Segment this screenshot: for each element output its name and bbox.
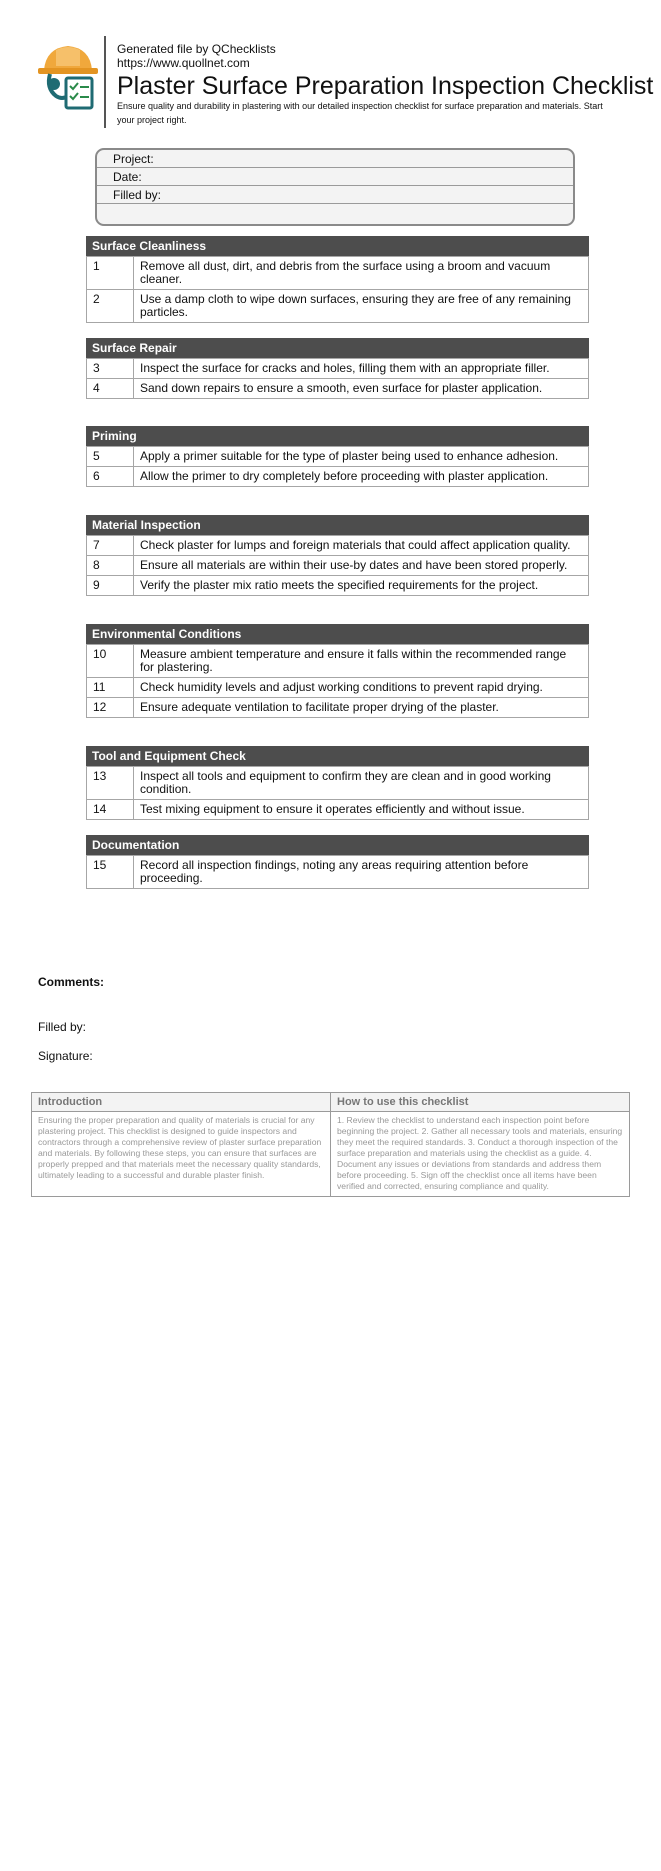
- table-row: [87, 767, 589, 800]
- item-number: 7: [87, 536, 134, 556]
- item-number: 2: [87, 290, 134, 323]
- table-row: [87, 447, 589, 467]
- item-number: 5: [87, 447, 134, 467]
- item-number: 15: [87, 856, 134, 889]
- table-row: [87, 379, 589, 399]
- comments-label: Comments:: [38, 975, 105, 989]
- table-row: [87, 856, 589, 889]
- item-text: Apply a primer suitable for the type of plaster being used to enhance adhesion.: [134, 447, 589, 467]
- table-row: [87, 576, 589, 596]
- item-text: Ensure adequate ventilation to facilitate proper drying of the plaster.: [134, 698, 589, 718]
- item-text: Allow the primer to dry completely before proceeding with plaster application.: [134, 467, 589, 487]
- introduction-heading: Introduction: [32, 1093, 330, 1112]
- item-text: Sand down repairs to ensure a smooth, even surface for plaster application.: [134, 379, 589, 399]
- item-number: 9: [87, 576, 134, 596]
- filled-by-field[interactable]: Filled by:: [97, 186, 573, 204]
- section-documentation: [86, 835, 589, 889]
- item-text: Inspect the surface for cracks and holes, filling them with an appropriate filler.: [134, 359, 589, 379]
- table-row: [87, 257, 589, 290]
- section-environmental-conditions: [86, 624, 589, 718]
- section-material-inspection: [86, 515, 589, 596]
- section-title: Material Inspection: [86, 515, 589, 535]
- hardhat-checklist-logo-icon: [34, 40, 102, 112]
- item-text: Measure ambient temperature and ensure it falls within the recommended range for plastering.: [134, 645, 589, 678]
- item-text: Use a damp cloth to wipe down surfaces, ensuring they are free of any remaining particles.: [134, 290, 589, 323]
- generated-by-text: Generated file by QChecklists: [117, 42, 276, 56]
- item-text: Test mixing equipment to ensure it operates efficiently and without issue.: [134, 800, 589, 820]
- item-number: 4: [87, 379, 134, 399]
- how-to-column: [330, 1093, 629, 1196]
- item-number: 3: [87, 359, 134, 379]
- section-title: Environmental Conditions: [86, 624, 589, 644]
- table-row: [87, 645, 589, 678]
- introduction-text: Ensuring the proper preparation and quality of materials is crucial for any plastering project. This checklist is designed to guide inspectors and contractors through a comprehensive review of plaster surface preparation and materials. By following these steps, you can ensure that surfaces are properly prepped and that materials meet the necessary quality standards, ultimately leading to a successful and durable plaster finish.: [38, 1115, 322, 1180]
- item-number: 10: [87, 645, 134, 678]
- table-row: [87, 800, 589, 820]
- section-surface-repair: [86, 338, 589, 399]
- how-to-heading: How to use this checklist: [331, 1093, 629, 1112]
- project-field[interactable]: Project:: [97, 150, 573, 168]
- introduction-column: [32, 1093, 330, 1196]
- table-row: [87, 698, 589, 718]
- date-field[interactable]: Date:: [97, 168, 573, 186]
- item-number: 8: [87, 556, 134, 576]
- blank-field[interactable]: [97, 204, 573, 222]
- table-row: [87, 359, 589, 379]
- table-row: [87, 290, 589, 323]
- source-url: https://www.quollnet.com: [117, 56, 250, 70]
- section-title: Documentation: [86, 835, 589, 855]
- page-subtitle: Ensure quality and durability in plastering with our detailed inspection checklist for surface preparation and materials. Start your project right.: [117, 101, 603, 125]
- item-text: Remove all dust, dirt, and debris from the surface using a broom and vacuum cleaner.: [134, 257, 589, 290]
- filled-by-label: Filled by:: [38, 1020, 87, 1034]
- item-number: 1: [87, 257, 134, 290]
- section-priming: [86, 426, 589, 487]
- section-title: Tool and Equipment Check: [86, 746, 589, 766]
- item-text: Ensure all materials are within their use-by dates and have been stored properly.: [134, 556, 589, 576]
- header-divider: [104, 36, 106, 128]
- item-number: 14: [87, 800, 134, 820]
- table-row: [87, 678, 589, 698]
- document-header: [34, 36, 654, 130]
- section-title: Surface Cleanliness: [86, 236, 589, 256]
- item-text: Verify the plaster mix ratio meets the specified requirements for the project.: [134, 576, 589, 596]
- table-row: [87, 536, 589, 556]
- item-text: Inspect all tools and equipment to confirm they are clean and in good working condition.: [134, 767, 589, 800]
- item-number: 12: [87, 698, 134, 718]
- table-row: [87, 467, 589, 487]
- item-number: 6: [87, 467, 134, 487]
- table-row: [87, 556, 589, 576]
- item-text: Check humidity levels and adjust working conditions to prevent rapid drying.: [134, 678, 589, 698]
- signature-label: Signature:: [38, 1049, 93, 1063]
- how-to-text: 1. Review the checklist to understand each inspection point before beginning the project. 2. Gather all necessary tools and materials, ensuring they meet the required standards. 3. Conduct a thorough inspection of the surface preparation and materials using the checklist as a guide. 4. Document any issues or deviations from standards and address them before proceeding. 5. Sign off the checklist once all items have been verified and corrected, ensuring compliance and quality.: [337, 1115, 623, 1191]
- section-surface-cleanliness: [86, 236, 589, 323]
- footer-info-table: [31, 1092, 630, 1197]
- section-title: Surface Repair: [86, 338, 589, 358]
- section-tool-and-equipment-check: [86, 746, 589, 820]
- section-title: Priming: [86, 426, 589, 446]
- page-title: Plaster Surface Preparation Inspection Checklist: [117, 72, 654, 100]
- item-number: 11: [87, 678, 134, 698]
- project-info-box: [95, 148, 575, 226]
- item-number: 13: [87, 767, 134, 800]
- item-text: Record all inspection findings, noting any areas requiring attention before proceeding.: [134, 856, 589, 889]
- item-text: Check plaster for lumps and foreign materials that could affect application quality.: [134, 536, 589, 556]
